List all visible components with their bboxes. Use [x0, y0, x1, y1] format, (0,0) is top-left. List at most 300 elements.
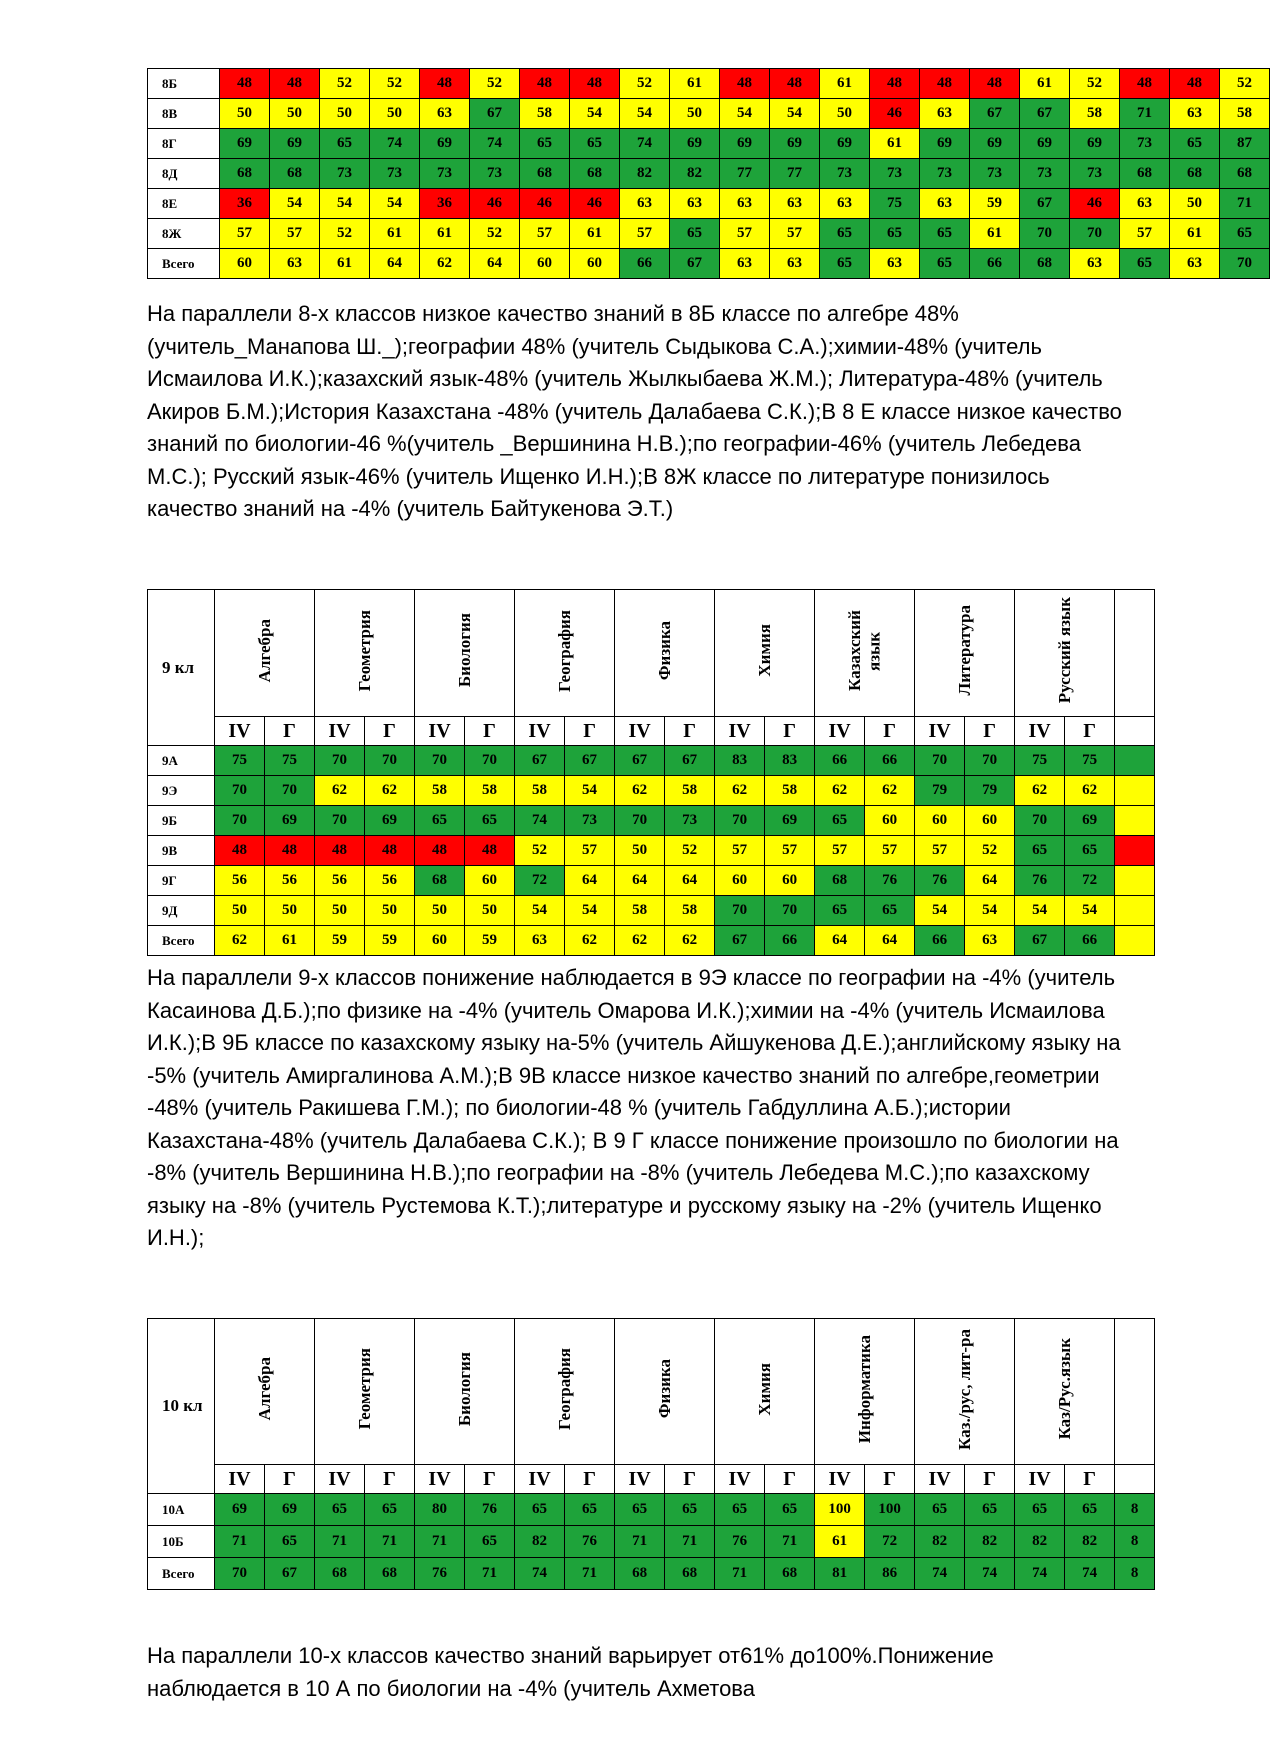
grade-table: [147, 68, 1270, 279]
subject-header: [915, 590, 1015, 717]
grade-cell: 69: [420, 129, 470, 159]
table-row: [148, 219, 1270, 249]
cut-off-cell: [1115, 1319, 1155, 1465]
subject-name: Физика: [654, 1359, 674, 1419]
grade-cell: 65: [670, 219, 720, 249]
grade-cell: 68: [665, 1558, 715, 1590]
subject-name: Литература: [954, 605, 974, 696]
subheader-row: [148, 1465, 1155, 1494]
grade-cell: 70: [315, 746, 365, 776]
grade-cell: 62: [615, 776, 665, 806]
grade-cell: 66: [815, 746, 865, 776]
subject-name: Геометрия: [354, 1348, 374, 1430]
subject-header: [515, 1319, 615, 1465]
grade-cell: 8: [1115, 1526, 1155, 1558]
grade-cell: 76: [1015, 866, 1065, 896]
class-label: Всего: [148, 1558, 215, 1590]
grade-cell: 68: [765, 1558, 815, 1590]
grade-cell: 66: [620, 249, 670, 279]
grade-cell: 65: [1220, 219, 1270, 249]
grade-cell: 54: [515, 896, 565, 926]
class-label: 10А: [148, 1494, 215, 1526]
grade-cell: 70: [715, 806, 765, 836]
grade-cell: 69: [770, 129, 820, 159]
grade-cell: 48: [720, 69, 770, 99]
grade-cell: 68: [1170, 159, 1220, 189]
grade-cell: 57: [520, 219, 570, 249]
grade-cell: 65: [515, 1494, 565, 1526]
grade-cell: 65: [1015, 836, 1065, 866]
subheader-cell: IV: [215, 1465, 265, 1494]
grade-cell: 68: [815, 866, 865, 896]
table-row: [148, 99, 1270, 129]
table-row: [148, 69, 1270, 99]
class-label: 9А: [148, 746, 215, 776]
grade-cell: 61: [815, 1526, 865, 1558]
grade-cell: 50: [415, 896, 465, 926]
subject-header: [1015, 1319, 1115, 1465]
grade-cell: 68: [520, 159, 570, 189]
grade-cell: 83: [765, 746, 815, 776]
grade-cell: 56: [215, 866, 265, 896]
subject-name: Каз./рус, лит-ра: [954, 1328, 974, 1450]
grade-cell: 58: [1220, 99, 1270, 129]
grade-cell: 52: [620, 69, 670, 99]
grade-cell: 62: [815, 776, 865, 806]
grade-cell: 56: [365, 866, 415, 896]
grade-cell: 65: [920, 249, 970, 279]
table-row: [148, 866, 1155, 896]
subject-name: Казахский язык: [845, 610, 884, 691]
grade-cell: 65: [570, 129, 620, 159]
subheader-cell: IV: [815, 1465, 865, 1494]
grade-cell: 65: [715, 1494, 765, 1526]
grade-cell: 65: [320, 129, 370, 159]
grade-cell: 67: [715, 926, 765, 956]
grade-cell: 74: [515, 806, 565, 836]
grade-cell: 62: [665, 926, 715, 956]
grade-cell: 50: [820, 99, 870, 129]
grade-cell: 65: [1170, 129, 1220, 159]
grade-cell: 61: [870, 129, 920, 159]
grade-cell: 64: [965, 866, 1015, 896]
subheader-cell: Г: [365, 1465, 415, 1494]
grade-cell: 57: [270, 219, 320, 249]
table-row: [148, 1558, 1155, 1590]
grade-cell: 50: [670, 99, 720, 129]
grade-cell: 65: [915, 1494, 965, 1526]
grade-cell: 65: [815, 806, 865, 836]
grade-cell: 69: [265, 1494, 315, 1526]
grade-cell: 48: [365, 836, 415, 866]
subheader-cell: IV: [815, 717, 865, 746]
grade-cell: 65: [1120, 249, 1170, 279]
grade-cell: 81: [815, 1558, 865, 1590]
grade-cell: 67: [565, 746, 615, 776]
subheader-cell: Г: [965, 1465, 1015, 1494]
grade-cell: 50: [370, 99, 420, 129]
grade-cell: 64: [370, 249, 420, 279]
paragraph-grade-10: На параллели 10-х классов качество знаний варьирует от61% до100%.Понижение наблюдается в 10 А по биологии на -4% (учитель Ахметова: [147, 1643, 1000, 1701]
grade-cell: 70: [365, 746, 415, 776]
grade-cell: 65: [520, 129, 570, 159]
grade-cell: 65: [415, 806, 465, 836]
grade-cell: 54: [370, 189, 420, 219]
class-label: 8Е: [148, 189, 220, 219]
grade-cell: 60: [865, 806, 915, 836]
grade-cell: 70: [215, 806, 265, 836]
grade-cell: 63: [770, 189, 820, 219]
grade-cell: 82: [915, 1526, 965, 1558]
subject-name: Геометрия: [354, 609, 374, 692]
paragraph-grade-8: На параллели 8-х классов низкое качество знаний в 8Б классе по алгебре 48% (учитель_Манапова Ш._);географии 48% (учитель Сыдыкова С.А.);химии-48% (учитель Исмаилова И.К.);казахский язык-48% (учитель Жылкыбаева Ж.М.); Литература-48% (учитель Акиров Б.М.);История Казахстана -48% (учитель Далабаева С.К.);В 8 Е классе низкое качество знаний по биологии-46 %(учитель _Вершинина Н.В.);по географии-46% (учитель Лебедева М.С.); Русский язык-46% (учитель Ищенко И.Н.);В 8Ж классе по литературе понизилось качество знаний на -4% (учитель Байтукенова Э.Т.): [147, 301, 1128, 521]
grade-cell: 48: [520, 69, 570, 99]
table-row: [148, 806, 1155, 836]
subject-name: Алгебра: [254, 618, 274, 683]
grade-cell: 58: [415, 776, 465, 806]
grade-cell: 77: [770, 159, 820, 189]
grade-cell: 64: [470, 249, 520, 279]
subheader-cell: IV: [615, 717, 665, 746]
grade-cell: 86: [865, 1558, 915, 1590]
grade-cell: 65: [1015, 1494, 1065, 1526]
grade-cell: 63: [920, 99, 970, 129]
grade-cell: 70: [315, 806, 365, 836]
grade-cell: 71: [765, 1526, 815, 1558]
grade-cell: 63: [965, 926, 1015, 956]
subject-header: [815, 590, 915, 717]
grade-cell: 70: [1220, 249, 1270, 279]
grade-cell: 65: [965, 1494, 1015, 1526]
grade-cell: 72: [515, 866, 565, 896]
grade-cell: 70: [215, 1558, 265, 1590]
subheader-cell: IV: [1015, 1465, 1065, 1494]
grade-cell: 65: [820, 249, 870, 279]
grade-cell: 62: [615, 926, 665, 956]
grade-cell: 100: [865, 1494, 915, 1526]
grade-cell: 82: [1065, 1526, 1115, 1558]
grade-cell: 57: [715, 836, 765, 866]
grade-cell: 58: [665, 896, 715, 926]
grade-cell: 74: [370, 129, 420, 159]
grade-cell: 50: [315, 896, 365, 926]
subject-header: [515, 590, 615, 717]
grade-cell: 71: [1220, 189, 1270, 219]
grade-cell: 60: [570, 249, 620, 279]
grade-cell: 70: [265, 776, 315, 806]
subject-name: Каз/Рус.язык: [1054, 1338, 1074, 1440]
grade-cell: 60: [465, 866, 515, 896]
grade-cell: 46: [570, 189, 620, 219]
table-row: [148, 129, 1270, 159]
grade-cell: 76: [565, 1526, 615, 1558]
grade-cell: 58: [515, 776, 565, 806]
grade-cell: 63: [1120, 189, 1170, 219]
subheader-cell: IV: [415, 1465, 465, 1494]
grade-cell: 71: [665, 1526, 715, 1558]
grade-cell: 64: [865, 926, 915, 956]
grade-cell: 70: [415, 746, 465, 776]
grade-cell: 63: [1170, 99, 1220, 129]
grade-cell: 64: [665, 866, 715, 896]
grade-cell: 83: [715, 746, 765, 776]
grade-cell: 79: [965, 776, 1015, 806]
grade-cell: 74: [915, 1558, 965, 1590]
grade-cell: 69: [270, 129, 320, 159]
grade-cell: 50: [270, 99, 320, 129]
subject-name: Физика: [654, 620, 674, 681]
grade-cell: 68: [415, 866, 465, 896]
grade-cell: [1115, 746, 1155, 776]
grade-cell: 58: [765, 776, 815, 806]
grade-cell: 74: [1065, 1558, 1115, 1590]
subject-header: [415, 590, 515, 717]
grade-cell: 70: [465, 746, 515, 776]
grade-cell: 70: [1070, 219, 1120, 249]
grade-cell: 65: [565, 1494, 615, 1526]
grade-cell: 65: [665, 1494, 715, 1526]
grade-cell: 54: [620, 99, 670, 129]
subheader-cell: IV: [915, 717, 965, 746]
grade-cell: 63: [870, 249, 920, 279]
grade-cell: 61: [970, 219, 1020, 249]
grade-cell: 48: [770, 69, 820, 99]
grade-cell: 71: [315, 1526, 365, 1558]
grade-cell: 70: [215, 776, 265, 806]
grade-cell: 63: [420, 99, 470, 129]
grade-cell: 61: [420, 219, 470, 249]
subheader-cell: IV: [315, 1465, 365, 1494]
grade-cell: 60: [220, 249, 270, 279]
grade-cell: 65: [765, 1494, 815, 1526]
grade-cell: 57: [1120, 219, 1170, 249]
grade-cell: 64: [615, 866, 665, 896]
subheader-cell: Г: [465, 717, 515, 746]
grade-cell: 65: [465, 1526, 515, 1558]
grade-cell: 66: [915, 926, 965, 956]
grade-cell: 57: [765, 836, 815, 866]
subject-header: [915, 1319, 1015, 1465]
grade-cell: 69: [1065, 806, 1115, 836]
grade-cell: 65: [1065, 1494, 1115, 1526]
table-row: [148, 896, 1155, 926]
subheader-cell: IV: [415, 717, 465, 746]
class-label: 8Ж: [148, 219, 220, 249]
class-label: 9Э: [148, 776, 215, 806]
grade-cell: 73: [920, 159, 970, 189]
grade-cell: 82: [670, 159, 720, 189]
grade-cell: 73: [870, 159, 920, 189]
subheader-cell: Г: [265, 1465, 315, 1494]
grade-cell: 62: [315, 776, 365, 806]
grade-cell: 61: [265, 926, 315, 956]
grade-cell: 8: [1115, 1494, 1155, 1526]
grade-cell: 69: [215, 1494, 265, 1526]
subheader-cell: Г: [965, 717, 1015, 746]
grade-cell: 63: [515, 926, 565, 956]
subject-header: [615, 1319, 715, 1465]
grade-cell: 69: [765, 806, 815, 836]
subject-header: [215, 590, 315, 717]
table-row: [148, 836, 1155, 866]
subject-name: Алгебра: [254, 1357, 274, 1421]
subject-name: Биология: [454, 613, 474, 688]
grade-cell: 68: [315, 1558, 365, 1590]
grade-cell: 65: [865, 896, 915, 926]
grade-cell: 62: [420, 249, 470, 279]
subheader-cell: Г: [1065, 717, 1115, 746]
grade-cell: 75: [265, 746, 315, 776]
grade-table: [147, 1318, 1155, 1590]
class-label: Всего: [148, 926, 215, 956]
grade-cell: 75: [215, 746, 265, 776]
grade-cell: 74: [1015, 1558, 1065, 1590]
grade-cell: 48: [315, 836, 365, 866]
subheader-cell: Г: [665, 717, 715, 746]
grade-cell: 69: [265, 806, 315, 836]
grade-cell: 66: [970, 249, 1020, 279]
grade-cell: 66: [865, 746, 915, 776]
grade-cell: 71: [565, 1558, 615, 1590]
grade-cell: [1115, 836, 1155, 866]
grade-cell: 73: [565, 806, 615, 836]
table-grade-9: [147, 589, 1127, 956]
subheader-cell: IV: [915, 1465, 965, 1494]
grade-cell: 52: [370, 69, 420, 99]
grade-cell: 69: [1020, 129, 1070, 159]
grade-cell: 60: [415, 926, 465, 956]
subject-name: Химия: [754, 1362, 774, 1416]
grade-cell: 62: [1065, 776, 1115, 806]
grade-cell: 73: [320, 159, 370, 189]
grade-cell: 67: [665, 746, 715, 776]
grade-cell: 74: [515, 1558, 565, 1590]
grade-cell: 52: [515, 836, 565, 866]
grade-cell: 71: [215, 1526, 265, 1558]
grade-cell: 82: [515, 1526, 565, 1558]
table-row: [148, 776, 1155, 806]
grade-cell: 62: [565, 926, 615, 956]
grade-cell: 56: [315, 866, 365, 896]
grade-cell: 70: [965, 746, 1015, 776]
grade-cell: 70: [615, 806, 665, 836]
grade-cell: 54: [565, 896, 615, 926]
subheader-cell: Г: [565, 1465, 615, 1494]
grade-cell: 80: [415, 1494, 465, 1526]
grade-cell: 50: [465, 896, 515, 926]
grade-cell: 57: [720, 219, 770, 249]
grade-cell: 67: [470, 99, 520, 129]
subheader-cell: Г: [765, 1465, 815, 1494]
grade-label: 10 кл: [148, 1319, 215, 1494]
grade-cell: 58: [615, 896, 665, 926]
grade-cell: 73: [420, 159, 470, 189]
subheader-cell: Г: [365, 717, 415, 746]
class-label: Всего: [148, 249, 220, 279]
table-row: [148, 249, 1270, 279]
subject-header: [815, 1319, 915, 1465]
grade-cell: 52: [665, 836, 715, 866]
grade-cell: 67: [1020, 99, 1070, 129]
grade-cell: [1115, 926, 1155, 956]
grade-cell: [1115, 896, 1155, 926]
grade-cell: 48: [870, 69, 920, 99]
grade-table: [147, 589, 1155, 956]
table-row: [148, 1526, 1155, 1558]
grade-cell: 58: [465, 776, 515, 806]
grade-cell: 61: [570, 219, 620, 249]
grade-cell: 48: [265, 836, 315, 866]
grade-cell: 59: [315, 926, 365, 956]
grade-cell: 70: [765, 896, 815, 926]
grade-cell: 73: [1020, 159, 1070, 189]
grade-cell: 60: [965, 806, 1015, 836]
grade-cell: 46: [470, 189, 520, 219]
grade-cell: 54: [565, 776, 615, 806]
grade-cell: 61: [820, 69, 870, 99]
grade-cell: 67: [670, 249, 720, 279]
grade-cell: 36: [420, 189, 470, 219]
table-grade-10: [147, 1318, 1139, 1590]
subheader-cell: Г: [665, 1465, 715, 1494]
grade-cell: 52: [320, 219, 370, 249]
grade-cell: 65: [1065, 836, 1115, 866]
grade-cell: 61: [1170, 219, 1220, 249]
subheader-cell: Г: [465, 1465, 515, 1494]
cut-off-cell: [1115, 1465, 1155, 1494]
grade-cell: 54: [720, 99, 770, 129]
grade-cell: 71: [365, 1526, 415, 1558]
grade-cell: 69: [720, 129, 770, 159]
grade-cell: 46: [1070, 189, 1120, 219]
cut-off-cell: [1115, 590, 1155, 717]
grade-cell: 52: [470, 69, 520, 99]
grade-cell: 59: [365, 926, 415, 956]
paragraph-grade-9: На параллели 9-х классов понижение наблюдается в 9Э классе по географии на -4% (учитель Касаинова Д.Б.);по физике на -4% (учитель Омарова И.К.);химии на -4% (учитель Исмаилова И.К.);В 9Б классе по казахскому языку на-5% (учитель Айшукенова Д.Е.);английскому языку на -5% (учитель Амиргалинова А.М.);В 9В классе низкое качество знаний по алгебре,геометрии -48% (учитель Ракишева Г.М.); по биологии-48 % (учитель Габдуллина А.Б.);истории Казахстана-48% (учитель Далабаева С.К.); В 9 Г классе понижение произошло по биологии на -8% (учитель Вершинина Н.В.);по географии на -8% (учитель Лебедева М.С.);по казахскому языку на -8% (учитель Рустемова К.Т.);литературе и русскому языку на -2% (учитель Ищенко И.Н.);: [147, 965, 1127, 1250]
grade-cell: 54: [770, 99, 820, 129]
grade-cell: 48: [1120, 69, 1170, 99]
grade-cell: 73: [820, 159, 870, 189]
grade-cell: 54: [965, 896, 1015, 926]
class-label: 8Д: [148, 159, 220, 189]
grade-cell: 73: [470, 159, 520, 189]
grade-cell: 68: [1220, 159, 1270, 189]
grade-cell: 50: [215, 896, 265, 926]
grade-cell: 74: [965, 1558, 1015, 1590]
grade-cell: 50: [220, 99, 270, 129]
grade-cell: 69: [670, 129, 720, 159]
grade-cell: 48: [970, 69, 1020, 99]
grade-cell: 61: [670, 69, 720, 99]
subject-header: [715, 590, 815, 717]
subheader-cell: IV: [715, 1465, 765, 1494]
grade-cell: 68: [220, 159, 270, 189]
grade-cell: 68: [270, 159, 320, 189]
table-row: [148, 926, 1155, 956]
table-row: [148, 1494, 1155, 1526]
grade-cell: 79: [915, 776, 965, 806]
grade-cell: 54: [270, 189, 320, 219]
grade-cell: 65: [615, 1494, 665, 1526]
grade-cell: 36: [220, 189, 270, 219]
grade-cell: 69: [970, 129, 1020, 159]
grade-cell: 50: [1170, 189, 1220, 219]
grade-cell: 67: [1015, 926, 1065, 956]
grade-cell: 71: [615, 1526, 665, 1558]
grade-cell: 58: [1070, 99, 1120, 129]
subheader-cell: IV: [515, 1465, 565, 1494]
grade-cell: 64: [565, 866, 615, 896]
